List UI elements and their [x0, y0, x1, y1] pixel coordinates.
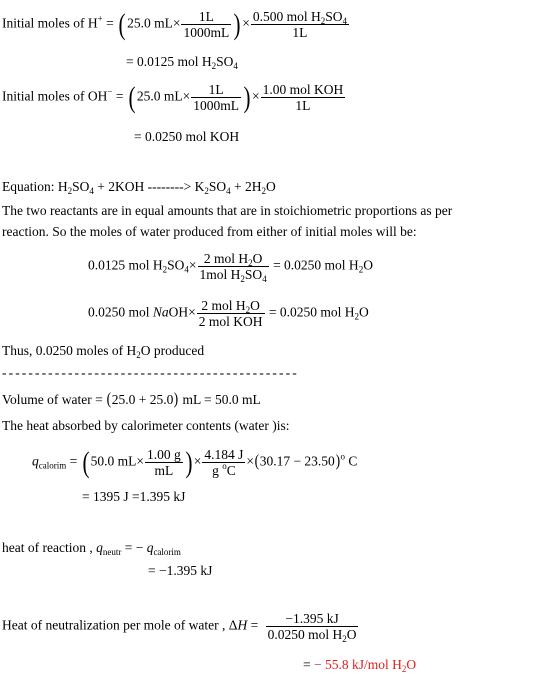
- moles-water-produced: Thus, 0.0250 moles of $H_2O$ produced: [2, 343, 205, 360]
- q-calorimeter-result: = 1395 J =1.395 kJ: [82, 489, 186, 504]
- h-plus-volume: 25.0 mL: [127, 15, 173, 31]
- separator-line: ---------------------------------------------: [2, 365, 299, 380]
- reaction-equation: Equation: $H_2SO_4 + 2KOH$ --------> $K_2SO_4 + 2H_2O$: [2, 179, 276, 196]
- oh-minus-moles-line: Initial moles of OH− = ( 25.0 mL× $\frac{1L}{1000mL}$ ) × $\frac{\text{1.00 mol KOH}}{1L}$: [2, 80, 344, 114]
- heat-of-neutralization: Heat of neutralization per mole of water , ΔH = $\frac{-1.395 kJ}{0.0250 mol H_2O}$: [2, 611, 357, 644]
- heat-of-reaction: heat of reaction , $q_{neutr}$ = − $q_{calorim}$: [2, 540, 181, 557]
- h-plus-fraction-1: $\frac{1L}{1000mL}$: [183, 9, 230, 40]
- h-plus-fraction-2: $\frac{0.500 mol H_2SO_4}{1L}$: [252, 9, 347, 40]
- explanation-line-2: reaction. So the moles of water produced from either of initial moles will be:: [2, 224, 417, 239]
- oh-minus-fraction-1: $\frac{1L}{1000mL}$: [193, 82, 239, 113]
- h-plus-moles-line: Initial moles of H+ = ( 25.0 mL× $\frac{1L}{1000mL}$ ) × $\frac{0.500 mol H_2SO_4}{1L}$: [2, 7, 347, 41]
- oh-minus-result: = 0.0250 mol KOH: [134, 129, 240, 144]
- h-plus-label: Initial moles of H: [2, 15, 98, 31]
- water-from-h2so4: 0.0125 mol $H_2SO_4\times$ $\frac{2 mol H_2O}{1mol H_2SO_4}$ = 0.0250 mol $H_2O$: [88, 251, 373, 284]
- final-value: − 55.8 kJ/mol $H_2O$: [314, 657, 417, 674]
- heat-absorbed-label: The heat absorbed by calorimeter contents (water )is:: [2, 418, 290, 433]
- h-plus-result: = 0.0125 mol $H_2SO_4$: [126, 54, 238, 71]
- water-from-naoh: 0.0250 mol NaOH× $\frac{2 mol H_2O}{\text{2 mol KOH}}$ = 0.0250 mol $H_2O$: [88, 298, 369, 329]
- oh-minus-fraction-2: $\frac{\text{1.00 mol KOH}}{1L}$: [262, 82, 344, 113]
- volume-of-water: Volume of water = (25.0 + 25.0) mL = 50.0 mL: [2, 389, 261, 408]
- oh-minus-label: Initial moles of OH: [2, 88, 108, 104]
- q-calorimeter-calculation: $q_{calorim}$ = ( 50.0 mL× $\frac{1.00 g}{mL}$ ) × $\frac{4.184 J}{g ^oC}$ $\times(30.17 - 23.50)^o$ C: [32, 445, 358, 479]
- heat-of-reaction-result: = −1.395 kJ: [148, 563, 213, 578]
- final-answer: = − 55.8 kJ/mol $H_2O$: [303, 657, 417, 674]
- explanation-line-1: The two reactants are in equal amounts that are in stoichiometric proportions as per: [2, 203, 453, 218]
